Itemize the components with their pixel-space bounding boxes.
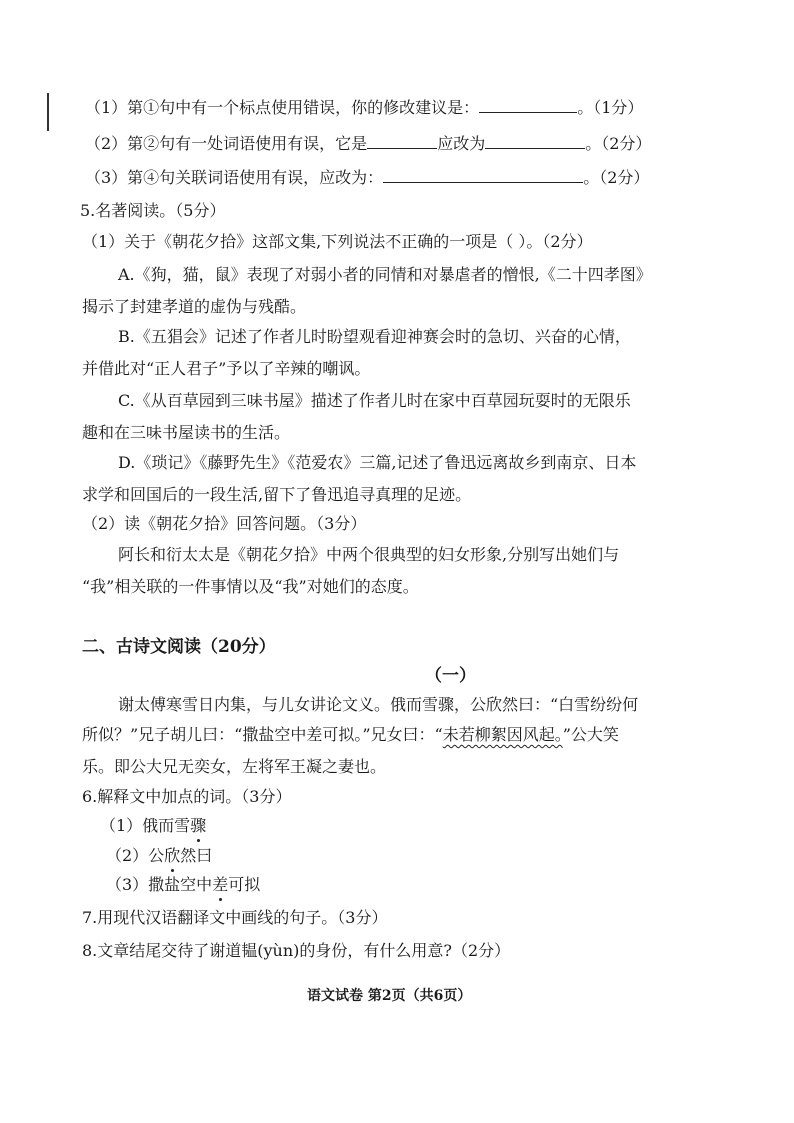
q6-item-2-rest: 然曰 [180,846,213,865]
q4-item-2-mid: 应改为 [437,134,486,153]
dotted-word-1: 骤 [190,816,207,835]
answer-blank-2b[interactable] [485,133,585,149]
q6-item-2 [106,845,212,867]
q4-item-3-score: 。（2分） [583,168,650,187]
q4-item-3-text: （3）第④句关联词语使用有误，应改为： [85,168,384,187]
q4-item-3 [85,167,649,189]
q4-item-1-text: （1）第①句中有一个标点使用错误，你的修改建议是： [85,98,480,117]
option-c-line2: 趣和在三味书屋读书的生活。 [82,423,291,442]
q6-item-1-text: （1）俄而雪 [100,816,191,835]
q5-part2: （2）读《朝花夕拾》回答问题。（3分） [82,514,367,533]
answer-blank-3[interactable] [383,167,583,183]
q4-item-1-score: 。（1分） [577,98,644,117]
q8: 8.文章结尾交待了谢道韫(yùn)的身份，有什么用意?（2分） [82,941,511,960]
q5-part1: （1）关于《朝花夕拾》这部文集,下列说法不正确的一项是（ ）。（2分） [82,232,593,251]
dotted-word-2: 欣 [164,846,181,865]
option-a-line2: 揭示了封建孝道的虚伪与残酷。 [82,297,307,316]
option-a-line1: A.《狗，猫，鼠》表现了对弱小者的同情和对暴虐者的憎恨,《二十四孝图》 [118,265,652,284]
margin-bracket [47,93,49,131]
option-b-line1: B.《五猖会》记述了作者儿时盼望观看迎神赛会时的急切、兴奋的心情， [118,327,631,346]
option-d-line2: 求学和回国后的一段生活,留下了鲁迅追寻真理的足迹。 [82,485,472,504]
page-footer: 语文试卷 第2页（共6页） [307,988,472,1004]
q4-item-1 [85,97,643,119]
q5-title: 5.名著阅读。（5分） [80,201,226,220]
q6-item-1 [100,815,206,837]
section-2-title: 二、古诗文阅读（20分） [82,637,276,657]
q6-item-2-text: （2）公 [106,846,165,865]
option-d-line1: D.《琐记》《藤野先生》《范爱农》三篇,记述了鲁迅远离故乡到南京、日本 [118,453,637,472]
passage-line-2-a: 所似？”兄子胡儿曰：“撒盐空中差可拟。”兄女曰：“ [82,725,443,744]
passage-line-2-c: ”公大笑 [562,725,619,744]
q6-item-3 [106,874,260,896]
q4-item-2 [85,133,651,155]
q6-item-3-text: （3）撒盐空中 [106,875,213,894]
passage-line-3: 乐。即公大兄无奕女，左将军王凝之妻也。 [82,757,387,776]
option-c-line1: C.《从百草园到三味书屋》描述了作者儿时在家中百草园玩耍时的无限乐 [118,391,631,410]
dotted-word-3: 差 [212,875,229,894]
answer-blank-2a[interactable] [367,133,437,149]
q4-item-2-score: 。（2分） [585,134,652,153]
q7: 7.用现代汉语翻译文中画线的句子。（3分） [82,908,388,927]
option-b-line2: 并借此对“正人君子”予以了辛辣的嘲讽。 [82,359,371,378]
answer-blank-1[interactable] [479,97,577,113]
underlined-sentence: 未若柳絮因风起。 [442,725,563,744]
q6-item-3-rest: 可拟 [228,875,261,894]
q6-title: 6.解释文中加点的词。（3分） [82,787,292,806]
q5-part2-line2: “我”相关联的一件事情以及“我”对她们的态度。 [82,577,419,596]
passage-line-1: 谢太傅寒雪日内集，与儿女讲论文义。俄而雪骤，公欣然曰：“白雪纷纷何 [118,695,639,714]
passage-line-2 [82,724,619,746]
q4-item-2-text: （2）第②句有一处词语使用有误，它是 [85,134,368,153]
section-2-subtitle: （一） [425,666,476,686]
q5-part2-line1: 阿长和衍太太是《朝花夕拾》中两个很典型的妇女形象,分别写出她们与 [118,545,620,564]
